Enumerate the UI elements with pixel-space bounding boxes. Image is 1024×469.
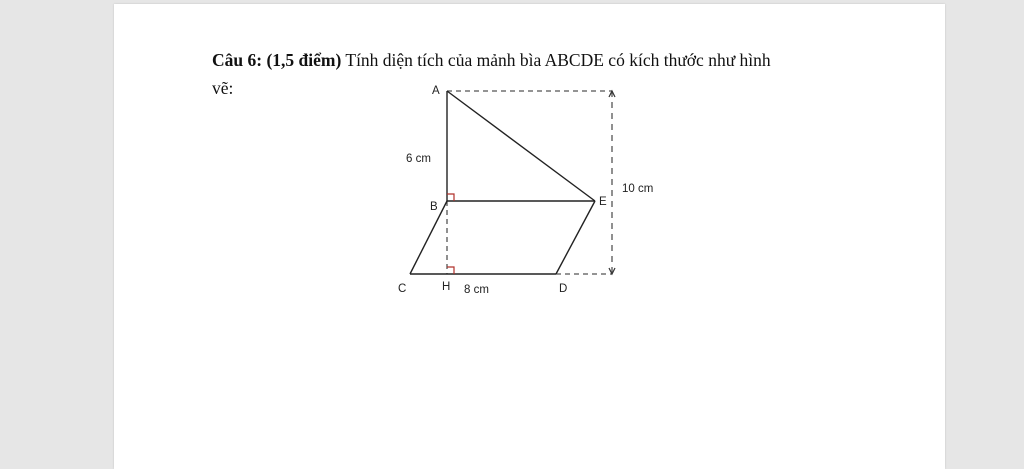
- point-label-d: D: [559, 283, 568, 295]
- point-label-e: E: [599, 196, 607, 208]
- point-label-h: H: [442, 281, 451, 293]
- question-points: (1,5 điểm): [266, 50, 342, 70]
- measure-ab: 6 cm: [406, 153, 431, 165]
- segment-de: [556, 201, 595, 274]
- point-label-b: B: [430, 201, 438, 213]
- segment-ae: [447, 91, 595, 201]
- segment-bc: [410, 201, 447, 274]
- point-label-c: C: [398, 283, 407, 295]
- question-label: Câu 6:: [212, 50, 263, 70]
- question-text-line2: vẽ:: [212, 78, 234, 98]
- point-label-a: A: [432, 85, 440, 97]
- question-text-line1: Tính diện tích của mảnh bìa ABCDE có kích thước như hình: [345, 50, 771, 70]
- right-angle-h: [447, 267, 454, 274]
- right-angle-b: [447, 194, 454, 201]
- measure-hd: 8 cm: [464, 284, 489, 296]
- measure-height: 10 cm: [622, 183, 654, 195]
